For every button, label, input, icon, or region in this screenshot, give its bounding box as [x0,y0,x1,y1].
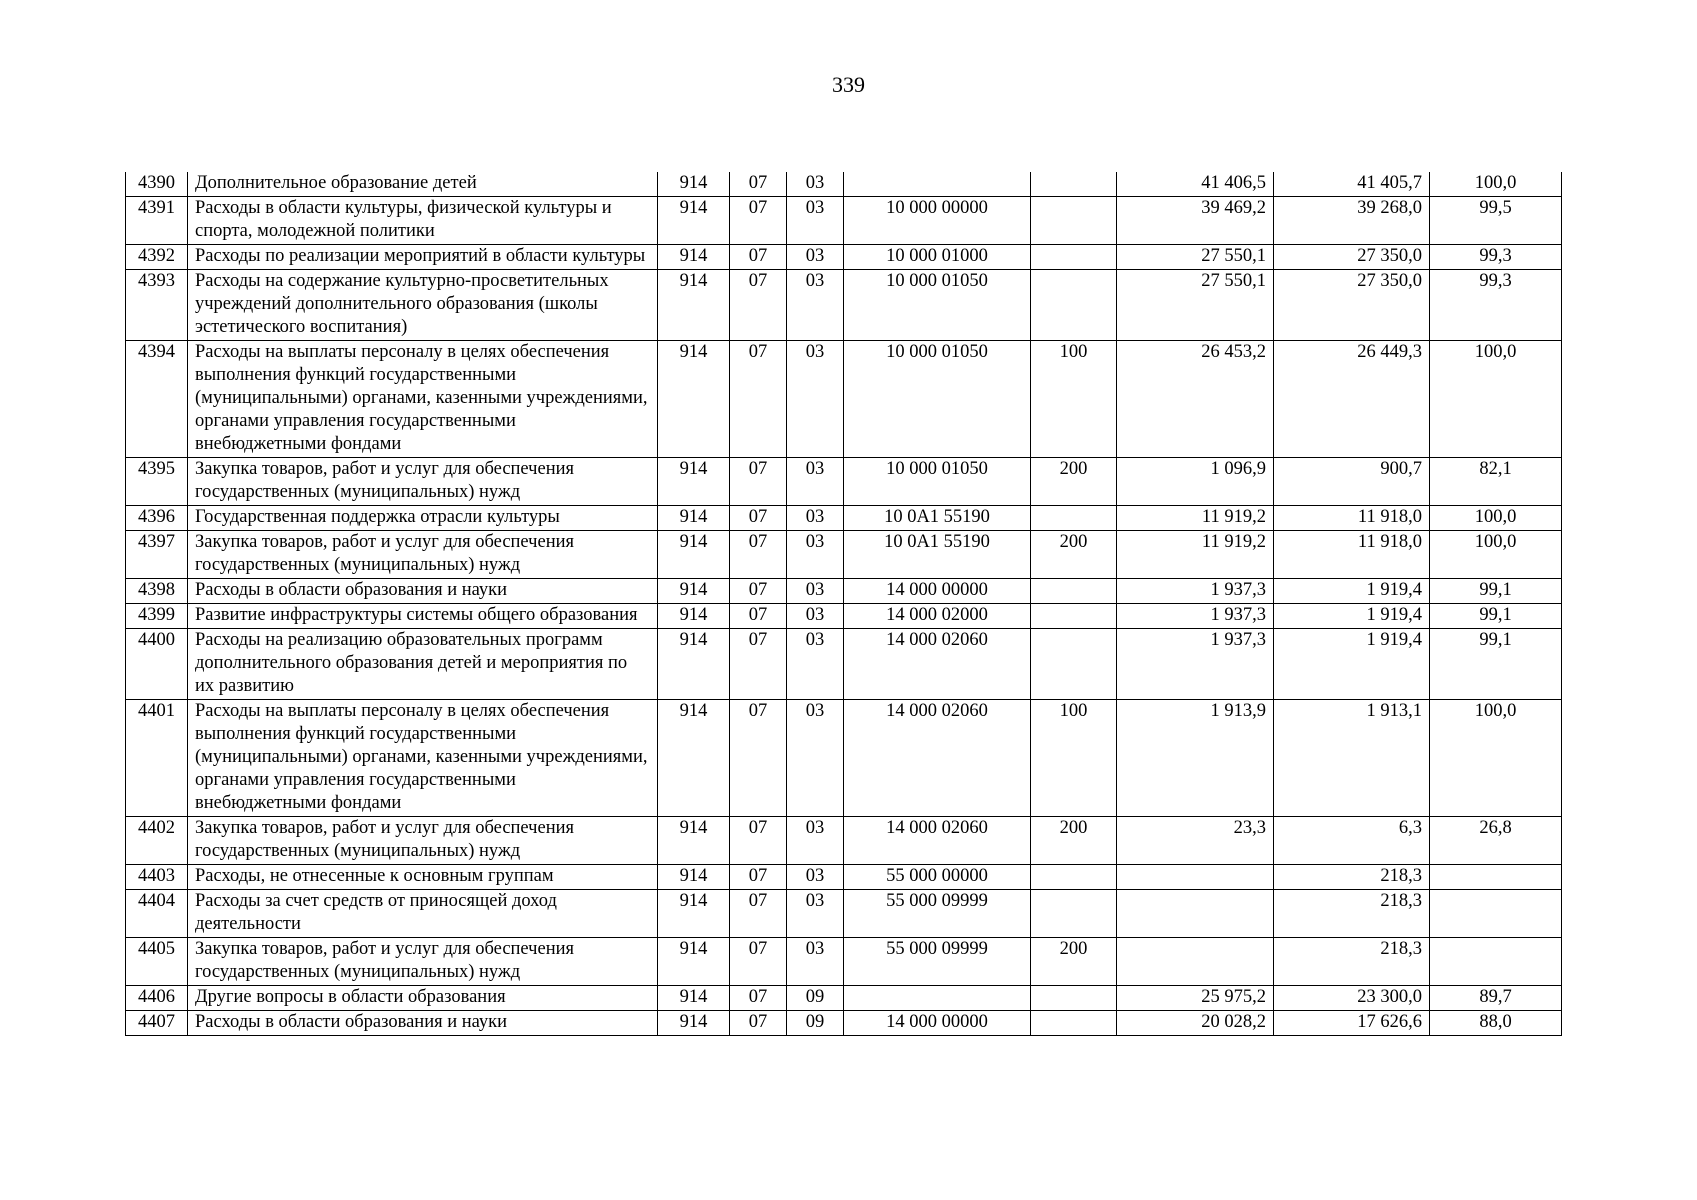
description-cell: Государственная поддержка отрасли культуры [188,506,658,531]
subsection-code-cell: 03 [787,890,844,938]
expense-type-cell [1031,986,1117,1011]
actual-amount-cell: 11 918,0 [1274,531,1430,579]
actual-amount-cell: 23 300,0 [1274,986,1430,1011]
actual-amount-cell: 218,3 [1274,865,1430,890]
planned-amount-cell: 20 028,2 [1117,1011,1274,1036]
planned-amount-cell [1117,938,1274,986]
expense-type-cell: 100 [1031,341,1117,458]
planned-amount-cell: 39 469,2 [1117,197,1274,245]
department-code-cell: 914 [658,197,730,245]
section-code-cell: 07 [730,579,787,604]
row-number-cell: 4401 [126,700,188,817]
description-cell: Расходы за счет средств от приносящей доход деятельности [188,890,658,938]
target-article-cell [844,172,1031,197]
expense-type-cell [1031,270,1117,341]
subsection-code-cell: 03 [787,817,844,865]
table-row [126,1011,1562,1036]
row-number-cell: 4390 [126,172,188,197]
subsection-code-cell: 03 [787,865,844,890]
row-number-cell: 4395 [126,458,188,506]
target-article-cell: 14 000 02060 [844,817,1031,865]
description-cell: Закупка товаров, работ и услуг для обеспечения государственных (муниципальных) нужд [188,938,658,986]
row-number-cell: 4405 [126,938,188,986]
target-article-cell: 14 000 00000 [844,579,1031,604]
expense-type-cell [1031,506,1117,531]
actual-amount-cell: 1 919,4 [1274,629,1430,700]
description-cell: Расходы на содержание культурно-просветительных учреждений дополнительного образования (школы эстетического воспитания) [188,270,658,341]
subsection-code-cell: 03 [787,579,844,604]
planned-amount-cell: 1 937,3 [1117,579,1274,604]
section-code-cell: 07 [730,938,787,986]
execution-percent-cell: 82,1 [1430,458,1562,506]
target-article-cell: 14 000 00000 [844,1011,1031,1036]
expense-type-cell [1031,579,1117,604]
department-code-cell: 914 [658,458,730,506]
planned-amount-cell: 25 975,2 [1117,986,1274,1011]
execution-percent-cell [1430,865,1562,890]
table-row [126,172,1562,197]
execution-percent-cell: 99,1 [1430,629,1562,700]
description-cell: Расходы, не отнесенные к основным группам [188,865,658,890]
target-article-cell: 10 000 01000 [844,245,1031,270]
row-number-cell: 4392 [126,245,188,270]
table-row [126,817,1562,865]
table-row [126,531,1562,579]
section-code-cell: 07 [730,270,787,341]
actual-amount-cell: 900,7 [1274,458,1430,506]
actual-amount-cell: 26 449,3 [1274,341,1430,458]
target-article-cell: 10 000 01050 [844,458,1031,506]
expense-type-cell: 200 [1031,817,1117,865]
row-number-cell: 4398 [126,579,188,604]
table-body [126,172,1562,1036]
actual-amount-cell: 1 913,1 [1274,700,1430,817]
description-cell: Закупка товаров, работ и услуг для обеспечения государственных (муниципальных) нужд [188,531,658,579]
description-cell: Расходы в области культуры, физической культуры и спорта, молодежной политики [188,197,658,245]
table-row [126,270,1562,341]
description-cell: Дополнительное образование детей [188,172,658,197]
row-number-cell: 4404 [126,890,188,938]
row-number-cell: 4402 [126,817,188,865]
row-number-cell: 4406 [126,986,188,1011]
section-code-cell: 07 [730,890,787,938]
target-article-cell: 14 000 02000 [844,604,1031,629]
table-row [126,579,1562,604]
expense-type-cell [1031,890,1117,938]
department-code-cell: 914 [658,986,730,1011]
planned-amount-cell: 1 937,3 [1117,629,1274,700]
planned-amount-cell: 27 550,1 [1117,270,1274,341]
section-code-cell: 07 [730,172,787,197]
actual-amount-cell: 27 350,0 [1274,245,1430,270]
description-cell: Закупка товаров, работ и услуг для обеспечения государственных (муниципальных) нужд [188,817,658,865]
expense-type-cell: 100 [1031,700,1117,817]
subsection-code-cell: 03 [787,700,844,817]
target-article-cell: 10 000 00000 [844,197,1031,245]
section-code-cell: 07 [730,506,787,531]
description-cell: Расходы в области образования и науки [188,579,658,604]
table-row [126,986,1562,1011]
section-code-cell: 07 [730,245,787,270]
description-cell: Расходы по реализации мероприятий в области культуры [188,245,658,270]
planned-amount-cell [1117,890,1274,938]
table-row [126,197,1562,245]
expense-type-cell [1031,629,1117,700]
planned-amount-cell: 1 096,9 [1117,458,1274,506]
department-code-cell: 914 [658,865,730,890]
table-row [126,629,1562,700]
subsection-code-cell: 03 [787,604,844,629]
row-number-cell: 4399 [126,604,188,629]
table-row [126,700,1562,817]
expense-type-cell [1031,197,1117,245]
target-article-cell: 55 000 09999 [844,938,1031,986]
department-code-cell: 914 [658,579,730,604]
execution-percent-cell: 89,7 [1430,986,1562,1011]
department-code-cell: 914 [658,270,730,341]
subsection-code-cell: 03 [787,458,844,506]
table-row [126,341,1562,458]
subsection-code-cell: 03 [787,172,844,197]
execution-percent-cell: 99,3 [1430,270,1562,341]
page-number: 339 [832,72,865,97]
department-code-cell: 914 [658,938,730,986]
row-number-cell: 4393 [126,270,188,341]
description-cell: Расходы в области образования и науки [188,1011,658,1036]
row-number-cell: 4407 [126,1011,188,1036]
subsection-code-cell: 03 [787,245,844,270]
section-code-cell: 07 [730,197,787,245]
subsection-code-cell: 03 [787,506,844,531]
actual-amount-cell: 41 405,7 [1274,172,1430,197]
expense-type-cell [1031,1011,1117,1036]
target-article-cell: 10 0A1 55190 [844,531,1031,579]
department-code-cell: 914 [658,700,730,817]
planned-amount-cell: 27 550,1 [1117,245,1274,270]
actual-amount-cell: 218,3 [1274,938,1430,986]
table-row [126,938,1562,986]
target-article-cell: 55 000 09999 [844,890,1031,938]
target-article-cell: 10 0A1 55190 [844,506,1031,531]
expense-type-cell [1031,172,1117,197]
execution-percent-cell: 99,1 [1430,579,1562,604]
target-article-cell: 10 000 01050 [844,341,1031,458]
description-cell: Другие вопросы в области образования [188,986,658,1011]
target-article-cell: 55 000 00000 [844,865,1031,890]
execution-percent-cell: 88,0 [1430,1011,1562,1036]
execution-percent-cell: 99,5 [1430,197,1562,245]
subsection-code-cell: 03 [787,197,844,245]
expense-type-cell [1031,865,1117,890]
table-row [126,245,1562,270]
section-code-cell: 07 [730,629,787,700]
table-row [126,458,1562,506]
execution-percent-cell [1430,890,1562,938]
section-code-cell: 07 [730,341,787,458]
execution-percent-cell: 99,3 [1430,245,1562,270]
description-cell: Расходы на выплаты персоналу в целях обеспечения выполнения функций государственными (муниципальными) органами, казенными учреждениями, органами управления государственными внебюджетными фондами [188,700,658,817]
department-code-cell: 914 [658,890,730,938]
section-code-cell: 07 [730,700,787,817]
row-number-cell: 4394 [126,341,188,458]
department-code-cell: 914 [658,604,730,629]
planned-amount-cell: 11 919,2 [1117,531,1274,579]
subsection-code-cell: 03 [787,938,844,986]
target-article-cell: 10 000 01050 [844,270,1031,341]
section-code-cell: 07 [730,458,787,506]
actual-amount-cell: 17 626,6 [1274,1011,1430,1036]
row-number-cell: 4391 [126,197,188,245]
description-cell: Расходы на реализацию образовательных программ дополнительного образования детей и мероприятия по их развитию [188,629,658,700]
subsection-code-cell: 09 [787,986,844,1011]
execution-percent-cell: 100,0 [1430,506,1562,531]
subsection-code-cell: 03 [787,341,844,458]
target-article-cell [844,986,1031,1011]
expense-type-cell: 200 [1031,531,1117,579]
actual-amount-cell: 1 919,4 [1274,604,1430,629]
planned-amount-cell: 41 406,5 [1117,172,1274,197]
actual-amount-cell: 6,3 [1274,817,1430,865]
subsection-code-cell: 03 [787,270,844,341]
department-code-cell: 914 [658,531,730,579]
subsection-code-cell: 03 [787,531,844,579]
planned-amount-cell: 23,3 [1117,817,1274,865]
table-row [126,506,1562,531]
description-cell: Закупка товаров, работ и услуг для обеспечения государственных (муниципальных) нужд [188,458,658,506]
budget-table [125,172,1562,1036]
department-code-cell: 914 [658,629,730,700]
execution-percent-cell: 26,8 [1430,817,1562,865]
expense-type-cell: 200 [1031,458,1117,506]
execution-percent-cell: 100,0 [1430,341,1562,458]
department-code-cell: 914 [658,172,730,197]
section-code-cell: 07 [730,531,787,579]
department-code-cell: 914 [658,1011,730,1036]
actual-amount-cell: 218,3 [1274,890,1430,938]
execution-percent-cell: 100,0 [1430,172,1562,197]
row-number-cell: 4396 [126,506,188,531]
planned-amount-cell [1117,865,1274,890]
execution-percent-cell [1430,938,1562,986]
description-cell: Расходы на выплаты персоналу в целях обеспечения выполнения функций государственными (муниципальными) органами, казенными учреждениями, органами управления государственными внебюджетными фондами [188,341,658,458]
department-code-cell: 914 [658,817,730,865]
section-code-cell: 07 [730,986,787,1011]
target-article-cell: 14 000 02060 [844,629,1031,700]
execution-percent-cell: 100,0 [1430,700,1562,817]
section-code-cell: 07 [730,817,787,865]
department-code-cell: 914 [658,245,730,270]
table-row [126,865,1562,890]
expense-type-cell [1031,604,1117,629]
execution-percent-cell: 99,1 [1430,604,1562,629]
planned-amount-cell: 11 919,2 [1117,506,1274,531]
planned-amount-cell: 26 453,2 [1117,341,1274,458]
actual-amount-cell: 1 919,4 [1274,579,1430,604]
section-code-cell: 07 [730,865,787,890]
row-number-cell: 4397 [126,531,188,579]
row-number-cell: 4400 [126,629,188,700]
actual-amount-cell: 27 350,0 [1274,270,1430,341]
description-cell: Развитие инфраструктуры системы общего образования [188,604,658,629]
subsection-code-cell: 03 [787,629,844,700]
actual-amount-cell: 39 268,0 [1274,197,1430,245]
subsection-code-cell: 09 [787,1011,844,1036]
table-row [126,890,1562,938]
table-row [126,604,1562,629]
execution-percent-cell: 100,0 [1430,531,1562,579]
expense-type-cell: 200 [1031,938,1117,986]
department-code-cell: 914 [658,341,730,458]
target-article-cell: 14 000 02060 [844,700,1031,817]
department-code-cell: 914 [658,506,730,531]
actual-amount-cell: 11 918,0 [1274,506,1430,531]
planned-amount-cell: 1 937,3 [1117,604,1274,629]
section-code-cell: 07 [730,1011,787,1036]
expense-type-cell [1031,245,1117,270]
section-code-cell: 07 [730,604,787,629]
planned-amount-cell: 1 913,9 [1117,700,1274,817]
row-number-cell: 4403 [126,865,188,890]
